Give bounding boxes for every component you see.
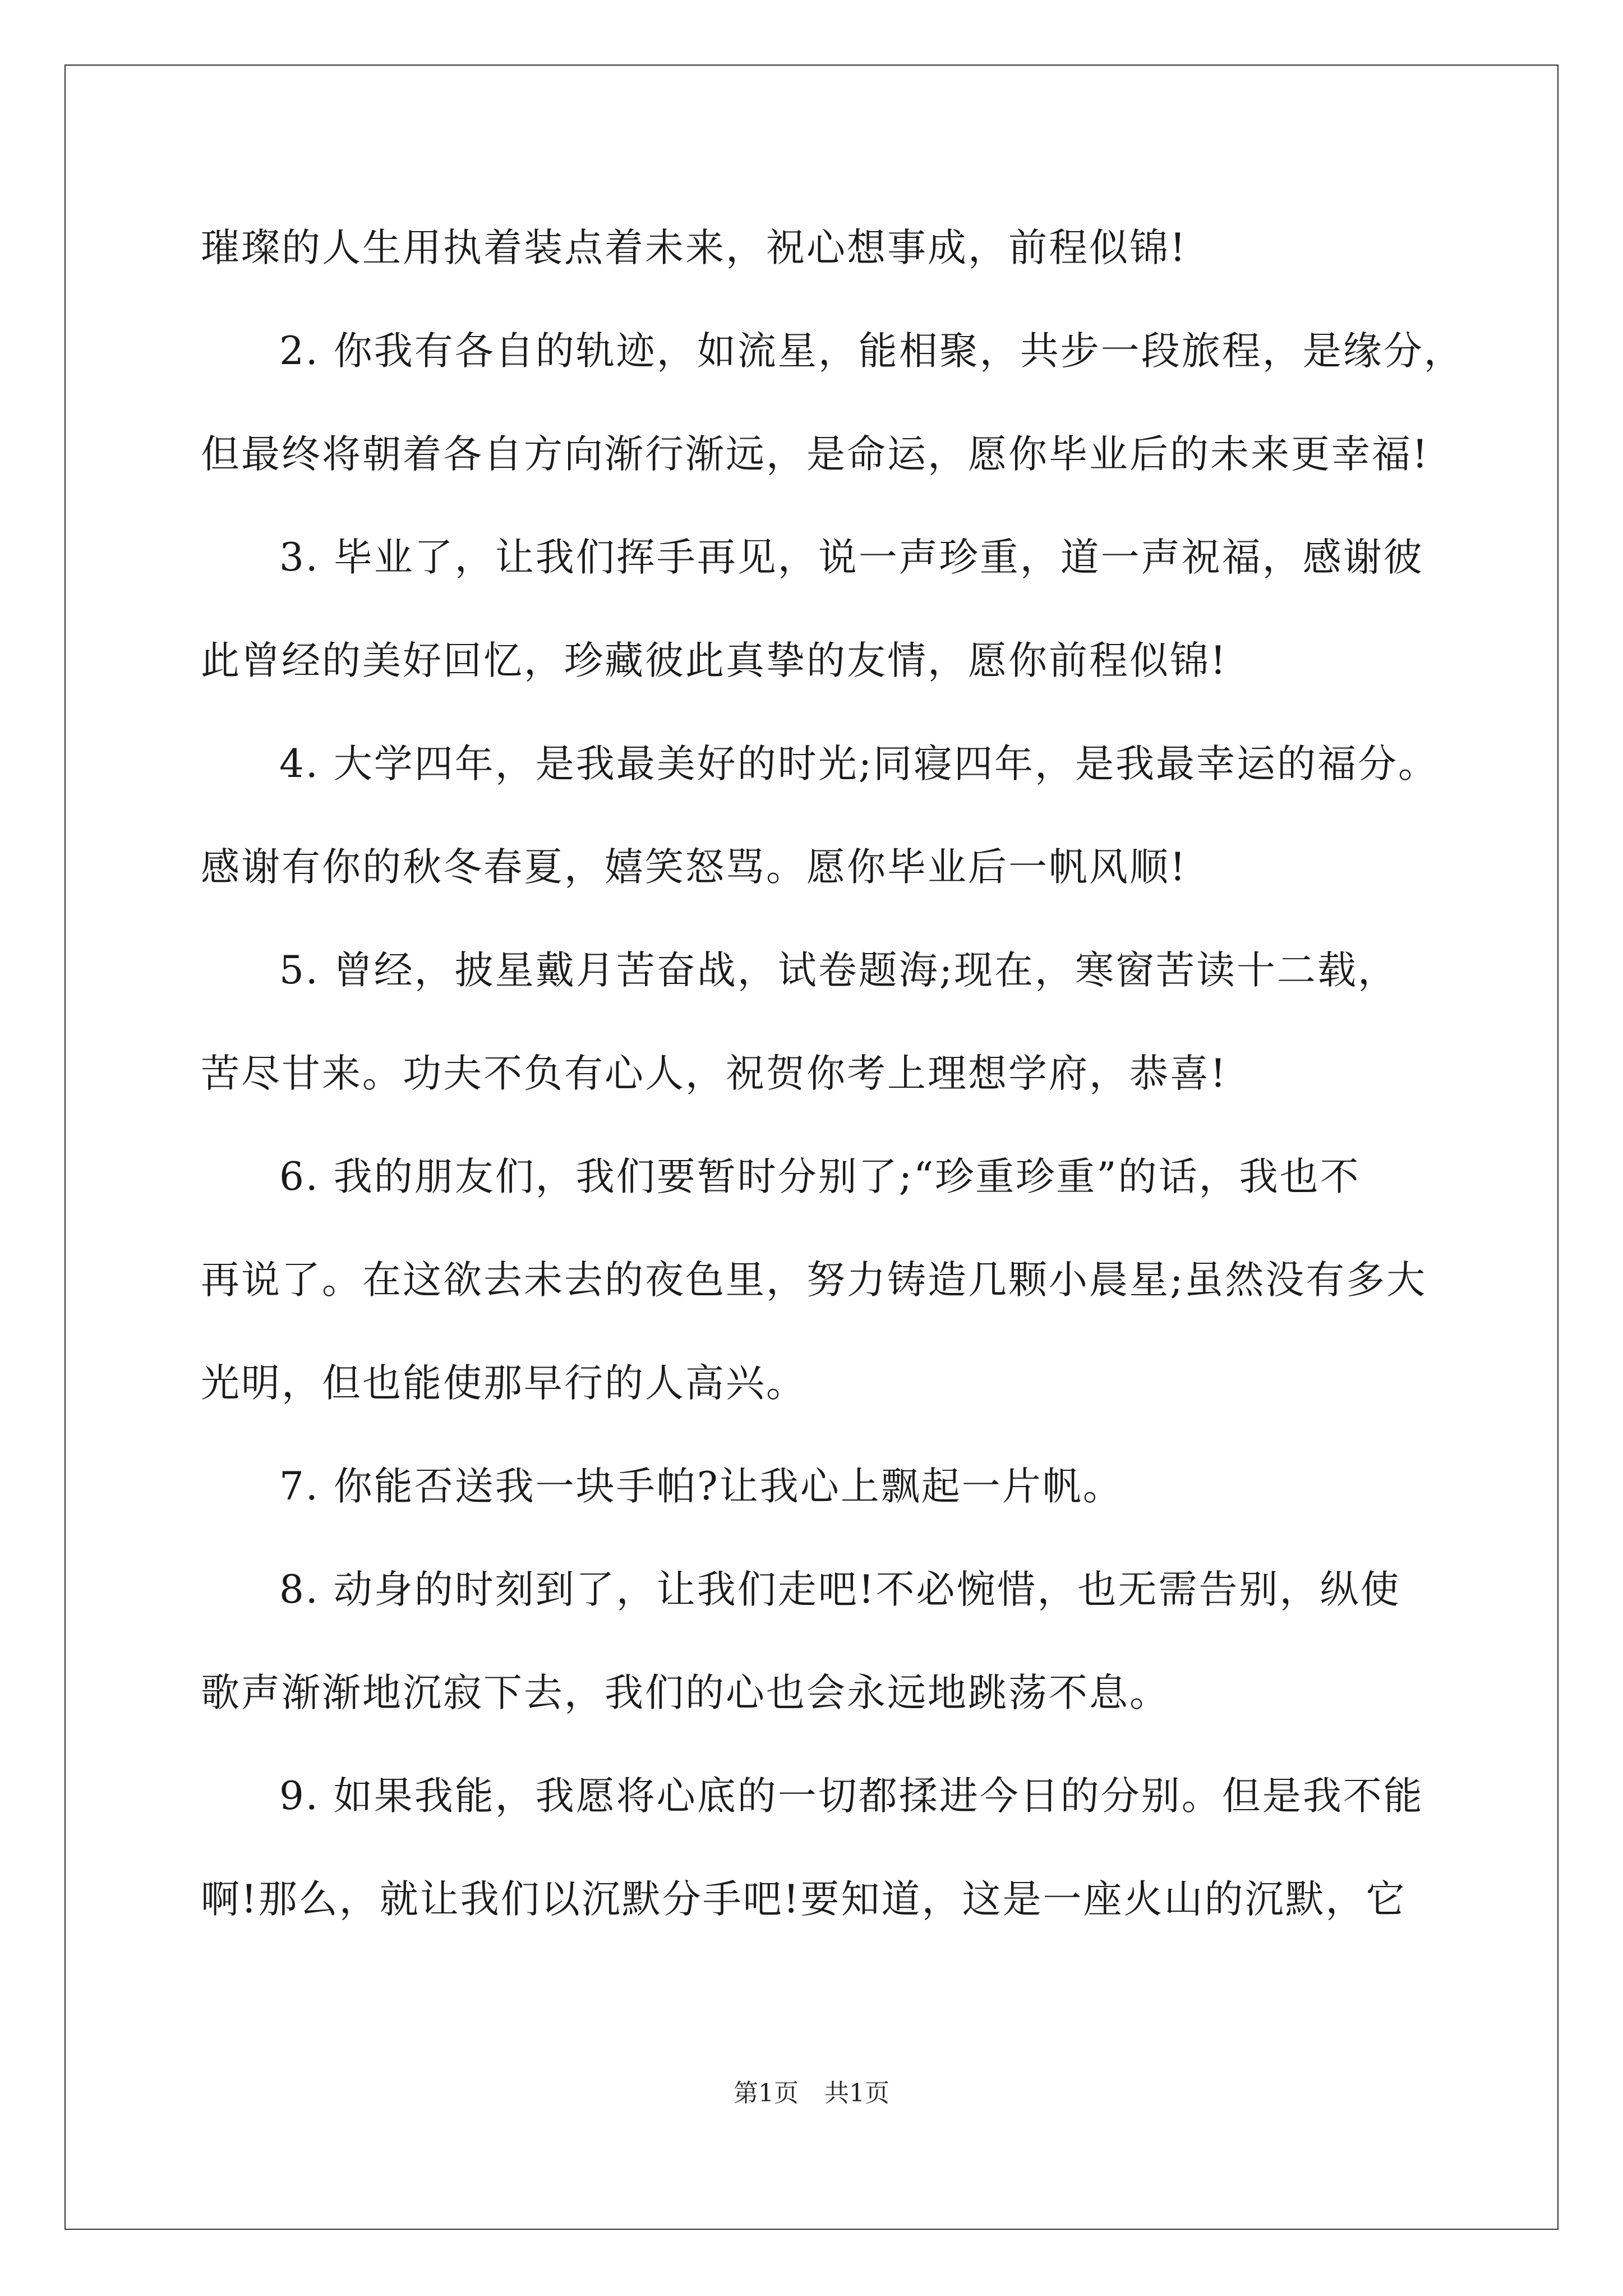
text-line: 5. 曾经，披星戴月苦奋战，试卷题海;现在，寒窗苦读十二载， bbox=[279, 948, 1399, 993]
text-line: 8. 动身的时刻到了，让我们走吧!不必惋惜，也无需告别，纵使 bbox=[279, 1567, 1401, 1612]
text-line: 啊!那么，就让我们以沉默分手吧!要知道，这是一座火山的沉默，它 bbox=[201, 1877, 1407, 1922]
page-footer bbox=[0, 2077, 1623, 2110]
text-line: 感谢有你的秋冬春夏，嬉笑怒骂。愿你毕业后一帆风顺! bbox=[201, 845, 1187, 890]
text-line: 光明，但也能使那早行的人高兴。 bbox=[201, 1361, 806, 1406]
text-line: 再说了。在这欲去未去的夜色里，努力铸造几颗小晨星;虽然没有多大 bbox=[201, 1258, 1427, 1303]
text-line: 4. 大学四年，是我最美好的时光;同寝四年，是我最幸运的福分。 bbox=[279, 742, 1439, 786]
text-line: 2. 你我有各自的轨迹，如流星，能相聚，共步一段旅程，是缘分， bbox=[279, 329, 1464, 374]
text-line: 歌声渐渐地沉寂下去，我们的心也会永远地跳荡不息。 bbox=[201, 1671, 1170, 1715]
text-line: 3. 毕业了，让我们挥手再见，说一声珍重，道一声祝福，感谢彼 bbox=[279, 535, 1424, 580]
document-body bbox=[201, 220, 1464, 1975]
page-total: 共1页 bbox=[824, 2079, 889, 2108]
text-line: 此曾经的美好回忆，珍藏彼此真挚的友情，愿你前程似锦! bbox=[201, 638, 1228, 683]
text-line: 但最终将朝着各自方向渐行渐远，是命运，愿你毕业后的未来更幸福! bbox=[201, 432, 1430, 477]
text-line: 璀璨的人生用执着装点着未来，祝心想事成，前程似锦! bbox=[201, 226, 1187, 270]
text-line: 6. 我的朋友们，我们要暂时分别了;“珍重珍重”的话，我也不 bbox=[279, 1154, 1361, 1199]
text-line: 9. 如果我能，我愿将心底的一切都揉进今日的分别。但是我不能 bbox=[279, 1774, 1424, 1819]
page-number: 第1页 bbox=[734, 2079, 799, 2108]
text-line: 7. 你能否送我一块手帕?让我心上飘起一片帆。 bbox=[279, 1464, 1123, 1509]
text-line: 苦尽甘来。功夫不负有心人，祝贺你考上理想学府，恭喜! bbox=[201, 1051, 1228, 1096]
